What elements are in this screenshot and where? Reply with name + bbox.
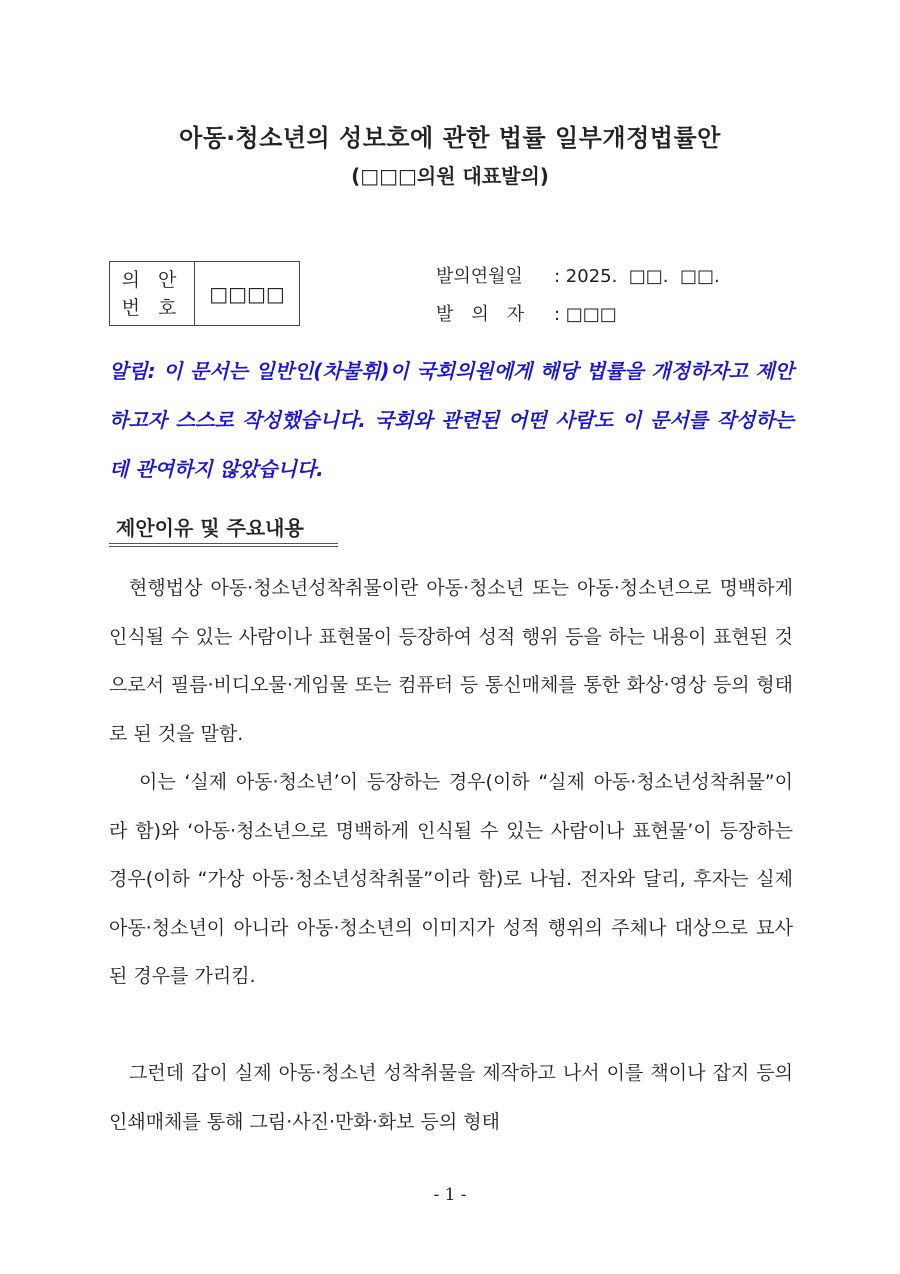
notice-text: 알림: 이 문서는 일반인(차불휘)이 국회의원에게 해당 법률을 개정하자고 제안하고자 스스로 작성했습니다. 국회와 관련된 어떤 사람도 이 문서를 작성하는 데 관여하지 않았습니다. (109, 359, 794, 481)
proposal-date-value: : 2025. □□. □□. (554, 266, 720, 287)
sponsor-value: : □□□ (554, 304, 617, 325)
sponsor-label: 발의자 (436, 304, 543, 325)
proposal-date (436, 262, 720, 288)
heading-double-underline (109, 543, 338, 547)
bill-number-label-line2: 번 호 (121, 296, 183, 319)
bill-number-box (109, 261, 300, 326)
section-heading: 제안이유 및 주요내용 (116, 516, 304, 540)
bill-number-label (110, 262, 195, 325)
proposal-date-label: 발의연월일 (436, 266, 523, 287)
page-number: - 1 - (433, 1185, 467, 1205)
paragraph-2: 이는 ‘실제 아동‧청소년’이 등장하는 경우(이하 “실제 아동‧청소년성착취물”이라 함)와 ‘아동‧청소년으로 명백하게 인식될 수 있는 사람이나 표현물’이 등장하는 경우(이하 “가상 아동‧청소년성착취물”이라 함)로 나뉨. 전자와 달리, 후자는 실제 아동‧청소년이 아니라 아동‧청소년의 이미지가 성적 행위의 주체나 대상으로 묘사된 경우를 가리킴. (109, 771, 793, 988)
paragraph-1: 현행법상 아동‧청소년성착취물이란 아동‧청소년 또는 아동‧청소년으로 명백하게 인식될 수 있는 사람이나 표현물이 등장하여 성적 행위 등을 하는 내용이 표현된 것으로서 필름‧비디오물‧게임물 또는 컴퓨터 등 통신매체를 통한 화상‧영상 등의 형태로 된 것을 말함. (109, 577, 793, 745)
paragraph-3: 그런데 갑이 실제 아동‧청소년 성착취물을 제작하고 나서 이를 책이나 잡지 등의 인쇄매체를 통해 그림‧사진‧만화‧화보 등의 형태 (109, 1062, 793, 1133)
sponsor (436, 300, 617, 326)
document-subtitle: (□□□의원 대표발의) (351, 164, 549, 188)
document-title: 아동‧청소년의 성보호에 관한 법률 일부개정법률안 (179, 124, 721, 152)
bill-number-label-line1: 의 안 (121, 268, 183, 291)
bill-number-value: □□□□ (209, 281, 285, 306)
